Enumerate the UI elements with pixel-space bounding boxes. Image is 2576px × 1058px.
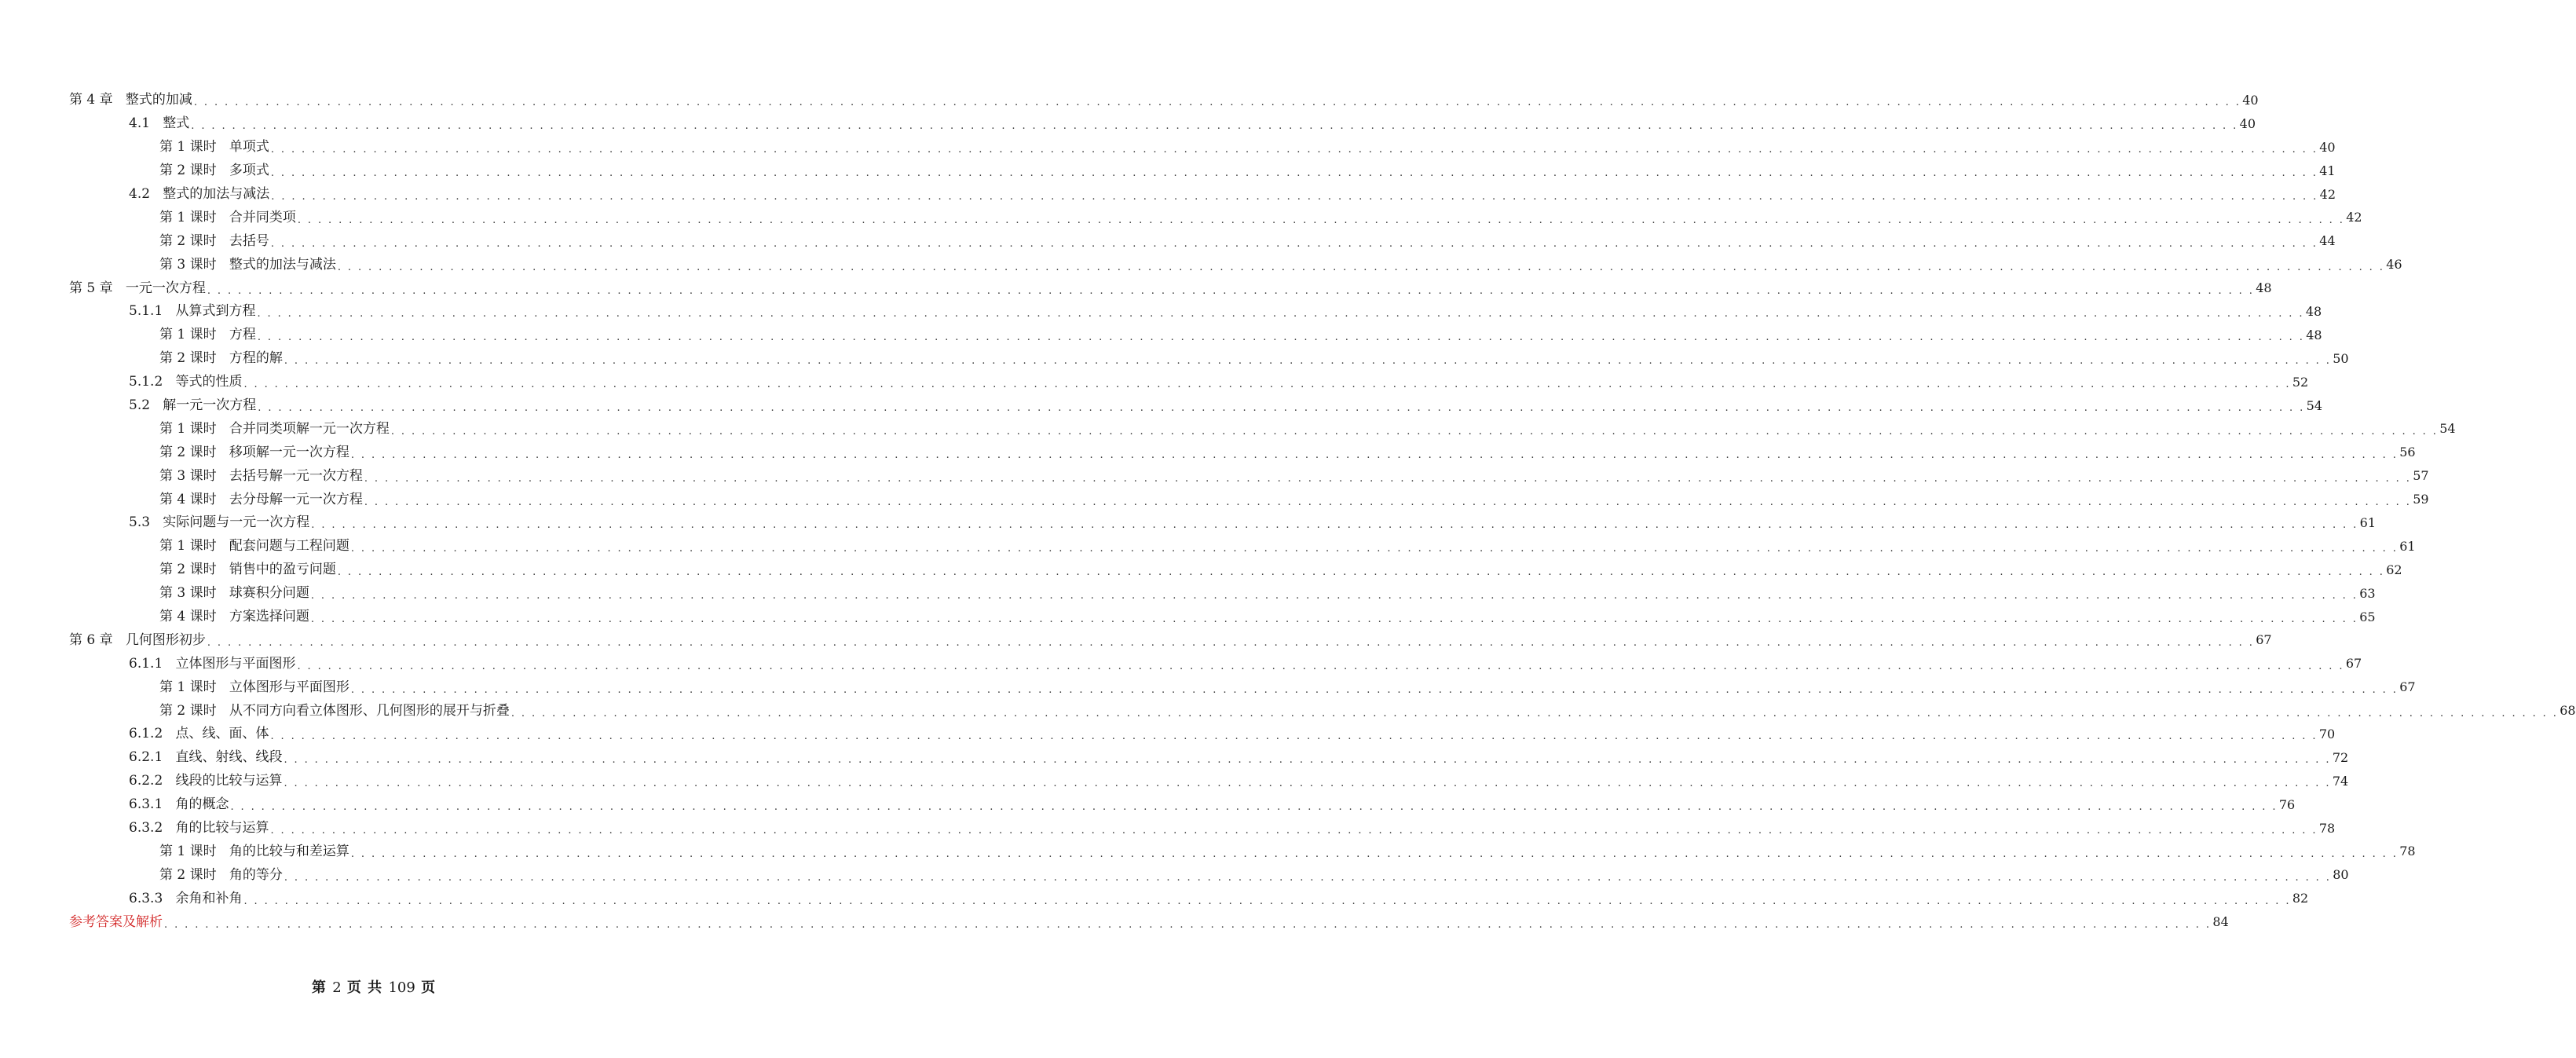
toc-entry-line (159, 582, 2376, 606)
toc-entry-title: 立体图形与平面图形 (175, 655, 296, 672)
toc-entry-line (129, 770, 2349, 793)
toc-entry-number: 第 1 课时 (159, 327, 229, 343)
dot-leader: . . . . . . . . . . . . . . . . . . . . . . . . . . . . . . . . . . . . . . . . . . . . . . . . . . . . . . . . . . . . . . . . . . . . . . . . . . . . . . . . . . . . . . . . . . . . . . . . . . . . . . . . . . . . . . . . . . . . . . . . . . . . . . . . . . . . . . . . . . . . . . . . . . . . . . . . . . . . . . . . . . . . . . . . . . . . . . . . . . . . . . . . . . . . . . . . . . . . . . . . (270, 237, 2318, 250)
dot-leader: . . . . . . . . . . . . . . . . . . . . . . . . . . . . . . . . . . . . . . . . . . . . . . . . . . . . . . . . . . . . . . . . . . . . . . . . . . . . . . . . . . . . . . . . . . . . . . . . . . . . . . . . . . . . . . . . . . . . . . . . . . . . . . . . . . . . . . . . . . . . . . . . . . . . . . . . . . . . . . . . . . . . . . . . . . . . . . . . . . . . . . . . . . . . . . . . . . . . . . . . (270, 730, 2318, 743)
toc-entry-line (159, 675, 2416, 699)
toc-entry-line (129, 746, 2349, 770)
toc-entry-page: 70 (2318, 726, 2336, 741)
toc-entry-number: 第 5 章 (69, 280, 126, 296)
toc-entry-page: 80 (2333, 867, 2349, 883)
dot-leader: . . . . . . . . . . . . . . . . . . . . . . . . . . . . . . . . . . . . . . . . . . . . . . . . . . . . . . . . . . . . . . . . . . . . . . . . . . . . . . . . . . . . . . . . . . . . . . . . . . . . . . . . . . . . . . . . . . . . . . . . . . . . . . . . . . . . . . . . . . . . . . . . . . . . . . . . . . . . . . . . . . . . . . . . . . . . . . . . . . . . . . . . . . . . . . . . . . . . . . . . (284, 871, 2332, 884)
toc-entry[interactable] (0, 300, 2322, 324)
toc-entry-line (159, 324, 2322, 347)
dot-leader: . . . . . . . . . . . . . . . . . . . . . . . . . . . . . . . . . . . . . . . . . . . . . . . . . . . . . . . . . . . . . . . . . . . . . . . . . . . . . . . . . . . . . . . . . . . . . . . . . . . . . . . . . . . . . . . . . . . . . . . . . . . . . . . . . . . . . . . . . . . . . . . . . . . . . . . . . . . . . . . . . . . . . . . . . . . . . . . . . . . . . . . . . . . . . . . . . . . . . . . . (510, 707, 2559, 719)
toc-entry-page: 67 (2345, 656, 2362, 672)
toc-entry-line (129, 371, 2309, 394)
toc-entry[interactable] (0, 347, 2349, 371)
dot-leader: . . . . . . . . . . . . . . . . . . . . . . . . . . . . . . . . . . . . . . . . . . . . . . . . . . . . . . . . . . . . . . . . . . . . . . . . . . . . . . . . . . . . . . . . . . . . . . . . . . . . . . . . . . . . . . . . . . . . . . . . . . . . . . . . . . . . . . . . . . . . . . . . . . . . . . . . . . . . . . . . . . . . . . . . . . . . . . . . . . . . . . . . . . . . . . . . . . . . . . . . (243, 379, 2291, 391)
footer-suffix: 页 (415, 979, 437, 996)
toc-entry-page: 78 (2399, 844, 2416, 859)
toc-entry-title: 立体图形与平面图形 (229, 679, 349, 695)
toc-entry[interactable] (0, 371, 2309, 394)
toc-entry-title: 解一元一次方程 (163, 397, 257, 414)
toc-entry-line (129, 511, 2377, 535)
toc-entry-page: 54 (2306, 397, 2323, 413)
toc-entry-line (69, 910, 2229, 934)
toc-entry-line (129, 394, 2323, 418)
toc-entry-line (69, 628, 2272, 652)
toc-entry-title: 从不同方向看立体图形、几何图形的展开与折叠 (229, 702, 510, 719)
toc-entry-page: 40 (2239, 115, 2256, 131)
dot-leader: . . . . . . . . . . . . . . . . . . . . . . . . . . . . . . . . . . . . . . . . . . . . . . . . . . . . . . . . . . . . . . . . . . . . . . . . . . . . . . . . . . . . . . . . . . . . . . . . . . . . . . . . . . . . . . . . . . . . . . . . . . . . . . . . . . . . . . . . . . . . . . . . . . . . . . . . . . . . . . . . . . . . . . . . . . . . . . . . . . . . . . . . . . . . . . . . . . . . . . . . (207, 636, 2255, 649)
toc-entry-number: 第 1 课时 (159, 139, 229, 156)
toc-entry-number: 第 6 章 (69, 632, 126, 648)
dot-leader: . . . . . . . . . . . . . . . . . . . . . . . . . . . . . . . . . . . . . . . . . . . . . . . . . . . . . . . . . . . . . . . . . . . . . . . . . . . . . . . . . . . . . . . . . . . . . . . . . . . . . . . . . . . . . . . . . . . . . . . . . . . . . . . . . . . . . . . . . . . . . . . . . . . . . . . . . . . . . . . . . . . . . . . . . . . . . . . . . . . . . . . . . . . . . . . . . . . . . . . . (350, 683, 2399, 696)
toc-entry-title: 去分母解一元一次方程 (229, 491, 363, 507)
toc-entry[interactable] (0, 793, 2296, 817)
toc-entry-number: 第 4 章 (69, 92, 126, 108)
toc-entry-page: 84 (2212, 914, 2229, 930)
toc-entry-title: 参考答案及解析 (69, 913, 163, 930)
toc-entry-title: 多项式 (229, 163, 269, 179)
toc-entry[interactable] (0, 394, 2323, 418)
toc-entry-title: 合并同类项解一元一次方程 (229, 420, 390, 437)
toc-entry-line (129, 723, 2336, 746)
toc-entry-number: 第 2 课时 (159, 444, 229, 460)
footer-prefix: 第 (311, 979, 333, 996)
toc-entry-number: 6.3.2 (129, 820, 176, 837)
footer-total-pages: 109 (388, 979, 415, 996)
toc-entry-number: 第 1 课时 (159, 209, 229, 225)
dot-leader: . . . . . . . . . . . . . . . . . . . . . . . . . . . . . . . . . . . . . . . . . . . . . . . . . . . . . . . . . . . . . . . . . . . . . . . . . . . . . . . . . . . . . . . . . . . . . . . . . . . . . . . . . . . . . . . . . . . . . . . . . . . . . . . . . . . . . . . . . . . . . . . . . . . . . . . . . . . . . . . . . . . . . . . . . . . . . . . . . . . . . . . . . . . . . . . . . . . . . . . . (364, 472, 2412, 485)
toc-entry-page: 59 (2413, 492, 2429, 507)
dot-leader: . . . . . . . . . . . . . . . . . . . . . . . . . . . . . . . . . . . . . . . . . . . . . . . . . . . . . . . . . . . . . . . . . . . . . . . . . . . . . . . . . . . . . . . . . . . . . . . . . . . . . . . . . . . . . . . . . . . . . . . . . . . . . . . . . . . . . . . . . . . . . . . . . . . . . . . . . . . . . . . . . . . . . . . . . . . . . . . . . . . . . . . . . . . . . . . . . . . . . . . . (284, 778, 2331, 790)
toc-entry[interactable] (0, 183, 2336, 207)
toc-entry-title: 配套问题与工程问题 (229, 538, 349, 555)
toc-entry-page: 61 (2399, 538, 2416, 554)
dot-leader: . . . . . . . . . . . . . . . . . . . . . . . . . . . . . . . . . . . . . . . . . . . . . . . . . . . . . . . . . . . . . . . . . . . . . . . . . . . . . . . . . . . . . . . . . . . . . . . . . . . . . . . . . . . . . . . . . . . . . . . . . . . . . . . . . . . . . . . . . . . . . . . . . . . . . . . . . . . . . . . . . . . . . . . . . . . . . . . . . . . . . . . . . . . . . . . . . . . . . . . . (310, 590, 2358, 602)
dot-leader: . . . . . . . . . . . . . . . . . . . . . . . . . . . . . . . . . . . . . . . . . . . . . . . . . . . . . . . . . . . . . . . . . . . . . . . . . . . . . . . . . . . . . . . . . . . . . . . . . . . . . . . . . . . . . . . . . . . . . . . . . . . . . . . . . . . . . . . . . . . . . . . . . . . . . . . . . . . . . . . . . . . . . . . . . . . . . . . . . . . . . . . . . . . . . . . . . . . . . . . . (193, 97, 2241, 109)
toc-entry-title: 单项式 (229, 139, 269, 156)
toc-entry-title: 移项解一元一次方程 (229, 444, 349, 460)
toc-entry-page: 62 (2386, 562, 2402, 577)
dot-leader: . . . . . . . . . . . . . . . . . . . . . . . . . . . . . . . . . . . . . . . . . . . . . . . . . . . . . . . . . . . . . . . . . . . . . . . . . . . . . . . . . . . . . . . . . . . . . . . . . . . . . . . . . . . . . . . . . . . . . . . . . . . . . . . . . . . . . . . . . . . . . . . . . . . . . . . . . . . . . . . . . . . . . . . . . . . . . . . . . . . . . . . . . . . . . . . . . . . . . . . . (364, 496, 2412, 508)
toc-entry-title: 合并同类项 (229, 209, 296, 225)
toc-entry[interactable] (0, 770, 2349, 793)
toc-entry-page: 41 (2319, 163, 2336, 178)
dot-leader: . . . . . . . . . . . . . . . . . . . . . . . . . . . . . . . . . . . . . . . . . . . . . . . . . . . . . . . . . . . . . . . . . . . . . . . . . . . . . . . . . . . . . . . . . . . . . . . . . . . . . . . . . . . . . . . . . . . . . . . . . . . . . . . . . . . . . . . . . . . . . . . . . . . . . . . . . . . . . . . . . . . . . . . . . . . . . . . . . . . . . . . . . . . . . . . . . . . . . . . . (310, 613, 2358, 626)
toc-entry-number: 第 3 课时 (159, 256, 229, 273)
dot-leader: . . . . . . . . . . . . . . . . . . . . . . . . . . . . . . . . . . . . . . . . . . . . . . . . . . . . . . . . . . . . . . . . . . . . . . . . . . . . . . . . . . . . . . . . . . . . . . . . . . . . . . . . . . . . . . . . . . . . . . . . . . . . . . . . . . . . . . . . . . . . . . . . . . . . . . . . . . . . . . . . . . . . . . . . . . . . . . . . . . . . . . . . . . . . . . . . . . . . . . . . (243, 895, 2291, 907)
toc-entry[interactable] (0, 89, 2259, 112)
toc-entry-number: 4.2 (129, 186, 163, 202)
toc-entry-title: 点、线、面、体 (175, 726, 269, 742)
toc-entry[interactable] (0, 887, 2309, 910)
toc-entry-number: 4.1 (129, 115, 163, 132)
dot-leader: . . . . . . . . . . . . . . . . . . . . . . . . . . . . . . . . . . . . . . . . . . . . . . . . . . . . . . . . . . . . . . . . . . . . . . . . . . . . . . . . . . . . . . . . . . . . . . . . . . . . . . . . . . . . . . . . . . . . . . . . . . . . . . . . . . . . . . . . . . . . . . . . . . . . . . . . . . . . . . . . . . . . . . . . . . . . . . . . . . . . . . . . . . . . . . . . . . . . . . . . (311, 519, 2358, 532)
toc-entry[interactable] (0, 746, 2349, 770)
toc-entry-line (159, 606, 2376, 629)
table-of-contents (0, 89, 2576, 934)
toc-entry-page: 78 (2318, 820, 2336, 836)
toc-entry[interactable] (0, 723, 2336, 746)
toc-entry-line (159, 863, 2349, 887)
toc-entry-number: 第 2 课时 (159, 866, 229, 883)
toc-entry-number: 5.1.2 (129, 374, 176, 390)
toc-entry[interactable] (0, 840, 2416, 864)
dot-leader: . . . . . . . . . . . . . . . . . . . . . . . . . . . . . . . . . . . . . . . . . . . . . . . . . . . . . . . . . . . . . . . . . . . . . . . . . . . . . . . . . . . . . . . . . . . . . . . . . . . . . . . . . . . . . . . . . . . . . . . . . . . . . . . . . . . . . . . . . . . . . . . . . . . . . . . . . . . . . . . . . . . . . . . . . . . . . . . . . . . . . . . . . . . . . . . . . . . . . . . . (390, 425, 2439, 437)
toc-entry-title: 角的比较与和差运算 (229, 843, 349, 859)
toc-entry-page: 42 (2319, 186, 2336, 202)
toc-entry-number: 6.3.3 (129, 890, 176, 906)
toc-entry-line (129, 300, 2322, 324)
toc-entry-line (159, 159, 2336, 183)
toc-entry-title: 余角和补角 (175, 890, 243, 906)
toc-entry-number: 6.1.1 (129, 655, 176, 672)
toc-entry[interactable] (0, 628, 2272, 652)
toc-entry-page: 46 (2386, 257, 2402, 273)
toc-entry-title: 等式的性质 (175, 374, 243, 390)
toc-entry-line (129, 183, 2336, 207)
toc-entry-title: 整式的加法与减法 (163, 186, 270, 202)
toc-entry[interactable] (0, 511, 2377, 535)
toc-entry-page: 48 (2306, 327, 2322, 342)
dot-leader: . . . . . . . . . . . . . . . . . . . . . . . . . . . . . . . . . . . . . . . . . . . . . . . . . . . . . . . . . . . . . . . . . . . . . . . . . . . . . . . . . . . . . . . . . . . . . . . . . . . . . . . . . . . . . . . . . . . . . . . . . . . . . . . . . . . . . . . . . . . . . . . . . . . . . . . . . . . . . . . . . . . . . . . . . . . . . . . . . . . . . . . . . . . . . . . . . . . . . . . . (257, 308, 2304, 320)
dot-leader: . . . . . . . . . . . . . . . . . . . . . . . . . . . . . . . . . . . . . . . . . . . . . . . . . . . . . . . . . . . . . . . . . . . . . . . . . . . . . . . . . . . . . . . . . . . . . . . . . . . . . . . . . . . . . . . . . . . . . . . . . . . . . . . . . . . . . . . . . . . . . . . . . . . . . . . . . . . . . . . . . . . . . . . . . . . . . . . . . . . . . . . . . . . . . . . . . . . . . . . . (350, 543, 2399, 555)
toc-entry[interactable] (0, 441, 2416, 464)
toc-entry-line (159, 229, 2336, 253)
toc-entry-page: 52 (2292, 374, 2309, 390)
toc-entry-page: 72 (2332, 749, 2349, 765)
toc-entry-number: 6.1.2 (129, 726, 176, 742)
toc-entry-line (129, 652, 2362, 675)
dot-leader: . . . . . . . . . . . . . . . . . . . . . . . . . . . . . . . . . . . . . . . . . . . . . . . . . . . . . . . . . . . . . . . . . . . . . . . . . . . . . . . . . . . . . . . . . . . . . . . . . . . . . . . . . . . . . . . . . . . . . . . . . . . . . . . . . . . . . . . . . . . . . . . . . . . . . . . . . . . . . . . . . . . . . . . . . . . . . . . . . . . . . . . . . . . . . . . . . . . . . . . . (284, 355, 2332, 368)
dot-leader: . . . . . . . . . . . . . . . . . . . . . . . . . . . . . . . . . . . . . . . . . . . . . . . . . . . . . . . . . . . . . . . . . . . . . . . . . . . . . . . . . . . . . . . . . . . . . . . . . . . . . . . . . . . . . . . . . . . . . . . . . . . . . . . . . . . . . . . . . . . . . . . . . . . . . . . . . . . . . . . . . . . . . . . . . . . . . . . . . . . . . . . . . . . . . . . . . . . . . . . . (270, 144, 2318, 156)
toc-entry[interactable] (0, 112, 2256, 136)
dot-leader: . . . . . . . . . . . . . . . . . . . . . . . . . . . . . . . . . . . . . . . . . . . . . . . . . . . . . . . . . . . . . . . . . . . . . . . . . . . . . . . . . . . . . . . . . . . . . . . . . . . . . . . . . . . . . . . . . . . . . . . . . . . . . . . . . . . . . . . . . . . . . . . . . . . . . . . . . . . . . . . . . . . . . . . . . . . . . . . . . . . . . . . . . . . . . . . . . . . . . . . . (271, 191, 2318, 203)
toc-entry-page: 57 (2413, 468, 2429, 484)
toc-entry-page: 40 (2319, 139, 2336, 155)
toc-entry-title: 方案选择问题 (229, 609, 309, 625)
toc-entry[interactable] (0, 136, 2336, 159)
toc-entry-page: 63 (2359, 585, 2376, 601)
toc-entry-number: 第 1 课时 (159, 420, 229, 437)
toc-entry[interactable] (0, 535, 2416, 558)
toc-entry-number: 第 2 课时 (159, 163, 229, 179)
toc-entry-title: 销售中的盈亏问题 (229, 562, 336, 578)
toc-entry-title: 线段的比较与运算 (175, 773, 283, 789)
toc-entry[interactable] (0, 324, 2322, 347)
toc-entry[interactable] (0, 817, 2336, 840)
toc-entry-page: 48 (2256, 280, 2272, 296)
toc-entry[interactable] (0, 488, 2429, 511)
toc-entry[interactable] (0, 652, 2362, 675)
toc-entry-title: 去括号解一元一次方程 (229, 467, 363, 484)
toc-entry-title: 一元一次方程 (125, 280, 206, 296)
toc-entry-title: 方程 (229, 327, 256, 343)
toc-entry-page: 54 (2439, 421, 2456, 437)
toc-entry-line (129, 817, 2336, 840)
toc-entry-page: 67 (2399, 679, 2416, 695)
toc-entry-title: 直线、射线、线段 (175, 749, 283, 766)
toc-entry-page: 50 (2333, 350, 2349, 366)
toc-entry-title: 角的等分 (229, 866, 283, 883)
toc-entry-line (129, 887, 2309, 910)
toc-entry-page: 68 (2560, 703, 2576, 719)
toc-entry-answers[interactable] (0, 910, 2229, 934)
toc-entry-page: 40 (2242, 92, 2259, 108)
toc-entry-line (159, 206, 2362, 229)
page-footer (0, 976, 748, 997)
toc-entry[interactable] (0, 417, 2456, 441)
toc-entry-number: 第 4 课时 (159, 491, 229, 507)
toc-entry-line (159, 699, 2576, 723)
toc-entry-line (159, 464, 2429, 488)
toc-entry[interactable] (0, 675, 2416, 699)
dot-leader: . . . . . . . . . . . . . . . . . . . . . . . . . . . . . . . . . . . . . . . . . . . . . . . . . . . . . . . . . . . . . . . . . . . . . . . . . . . . . . . . . . . . . . . . . . . . . . . . . . . . . . . . . . . . . . . . . . . . . . . . . . . . . . . . . . . . . . . . . . . . . . . . . . . . . . . . . . . . . . . . . . . . . . . . . . . . . . . . . . . . . . . . . . . . . . . . . . . . . . . . (297, 660, 2344, 672)
toc-entry-number: 6.3.1 (129, 796, 176, 813)
toc-entry-title: 实际问题与一元一次方程 (163, 514, 310, 531)
toc-entry[interactable] (0, 276, 2272, 300)
dot-leader: . . . . . . . . . . . . . . . . . . . . . . . . . . . . . . . . . . . . . . . . . . . . . . . . . . . . . . . . . . . . . . . . . . . . . . . . . . . . . . . . . . . . . . . . . . . . . . . . . . . . . . . . . . . . . . . . . . . . . . . . . . . . . . . . . . . . . . . . . . . . . . . . . . . . . . . . . . . . . . . . . . . . . . . . . . . . . . . . . . . . . . . . . . . . . . . . . . . . . . . . (230, 801, 2278, 814)
dot-leader: . . . . . . . . . . . . . . . . . . . . . . . . . . . . . . . . . . . . . . . . . . . . . . . . . . . . . . . . . . . . . . . . . . . . . . . . . . . . . . . . . . . . . . . . . . . . . . . . . . . . . . . . . . . . . . . . . . . . . . . . . . . . . . . . . . . . . . . . . . . . . . . . . . . . . . . . . . . . . . . . . . . . . . . . . . . . . . . . . . . . . . . . . . . . . . . . . . . . . . . . (258, 402, 2305, 415)
toc-entry-title: 从算式到方程 (175, 303, 256, 320)
toc-entry-title: 球赛积分问题 (229, 585, 309, 602)
dot-leader: . . . . . . . . . . . . . . . . . . . . . . . . . . . . . . . . . . . . . . . . . . . . . . . . . . . . . . . . . . . . . . . . . . . . . . . . . . . . . . . . . . . . . . . . . . . . . . . . . . . . . . . . . . . . . . . . . . . . . . . . . . . . . . . . . . . . . . . . . . . . . . . . . . . . . . . . . . . . . . . . . . . . . . . . . . . . . . . . . . . . . . . . . . . . . . . . . . . . . . . . (337, 261, 2385, 273)
toc-entry-line (69, 276, 2272, 300)
toc-entry-number: 6.2.1 (129, 749, 176, 766)
toc-entry[interactable] (0, 558, 2402, 582)
dot-leader: . . . . . . . . . . . . . . . . . . . . . . . . . . . . . . . . . . . . . . . . . . . . . . . . . . . . . . . . . . . . . . . . . . . . . . . . . . . . . . . . . . . . . . . . . . . . . . . . . . . . . . . . . . . . . . . . . . . . . . . . . . . . . . . . . . . . . . . . . . . . . . . . . . . . . . . . . . . . . . . . . . . . . . . . . . . . . . . . . . . . . . . . . . . . . . . . . . . . . . . . (297, 214, 2345, 226)
toc-entry-title: 整式的加法与减法 (229, 256, 336, 273)
toc-entry-page: 82 (2292, 891, 2309, 906)
toc-entry-number: 第 4 课时 (159, 609, 229, 625)
toc-entry-line (69, 89, 2259, 112)
toc-entry[interactable] (0, 159, 2336, 183)
toc-entry[interactable] (0, 253, 2402, 276)
toc-entry-title: 方程的解 (229, 350, 283, 367)
dot-leader: . . . . . . . . . . . . . . . . . . . . . . . . . . . . . . . . . . . . . . . . . . . . . . . . . . . . . . . . . . . . . . . . . . . . . . . . . . . . . . . . . . . . . . . . . . . . . . . . . . . . . . . . . . . . . . . . . . . . . . . . . . . . . . . . . . . . . . . . . . . . . . . . . . . . . . . . . . . . . . . . . . . . . . . . . . . . . . . . . . . . . . . . . . . . . . . . . . . . . . . . (337, 566, 2385, 579)
toc-entry-title: 角的比较与运算 (175, 820, 269, 837)
toc-entry-number: 6.2.2 (129, 773, 176, 789)
toc-entry-line (159, 347, 2349, 371)
toc-entry-line (159, 441, 2416, 464)
dot-leader: . . . . . . . . . . . . . . . . . . . . . . . . . . . . . . . . . . . . . . . . . . . . . . . . . . . . . . . . . . . . . . . . . . . . . . . . . . . . . . . . . . . . . . . . . . . . . . . . . . . . . . . . . . . . . . . . . . . . . . . . . . . . . . . . . . . . . . . . . . . . . . . . . . . . . . . . . . . . . . . . . . . . . . . . . . . . . . . . . . . . . . . . . . . . . . . . . . . . . . . . (270, 825, 2318, 837)
toc-entry[interactable] (0, 863, 2349, 887)
toc-entry-line (159, 253, 2402, 276)
dot-leader: . . . . . . . . . . . . . . . . . . . . . . . . . . . . . . . . . . . . . . . . . . . . . . . . . . . . . . . . . . . . . . . . . . . . . . . . . . . . . . . . . . . . . . . . . . . . . . . . . . . . . . . . . . . . . . . . . . . . . . . . . . . . . . . . . . . . . . . . . . . . . . . . . . . . . . . . . . . . . . . . . . . . . . . . . . . . . . . . . . . . . . . . . . . . . . . . . . . . . . . . (270, 167, 2318, 180)
toc-entry-title: 去括号 (229, 232, 269, 249)
toc-entry-page: 61 (2359, 514, 2377, 530)
dot-leader: . . . . . . . . . . . . . . . . . . . . . . . . . . . . . . . . . . . . . . . . . . . . . . . . . . . . . . . . . . . . . . . . . . . . . . . . . . . . . . . . . . . . . . . . . . . . . . . . . . . . . . . . . . . . . . . . . . . . . . . . . . . . . . . . . . . . . . . . . . . . . . . . . . . . . . . . . . . . . . . . . . . . . . . . . . . . . . . . . . . . . . . . . . . . . . . . . . . . . . . . (207, 284, 2255, 297)
toc-entry-line (159, 136, 2336, 159)
dot-leader: . . . . . . . . . . . . . . . . . . . . . . . . . . . . . . . . . . . . . . . . . . . . . . . . . . . . . . . . . . . . . . . . . . . . . . . . . . . . . . . . . . . . . . . . . . . . . . . . . . . . . . . . . . . . . . . . . . . . . . . . . . . . . . . . . . . . . . . . . . . . . . . . . . . . . . . . . . . . . . . . . . . . . . . . . . . . . . . . . . . . . . . . . . . . . . . . . . . . . . . . (350, 847, 2399, 860)
toc-entry-number: 5.1.1 (129, 303, 176, 320)
dot-leader: . . . . . . . . . . . . . . . . . . . . . . . . . . . . . . . . . . . . . . . . . . . . . . . . . . . . . . . . . . . . . . . . . . . . . . . . . . . . . . . . . . . . . . . . . . . . . . . . . . . . . . . . . . . . . . . . . . . . . . . . . . . . . . . . . . . . . . . . . . . . . . . . . . . . . . . . . . . . . . . . . . . . . . . . . . . . . . . . . . . . . . . . . . . . . . . . . . . . . . . . (191, 120, 2238, 133)
toc-entry-page: 56 (2399, 445, 2416, 460)
footer-middle: 页 共 (341, 979, 389, 996)
toc-entry-number: 第 1 课时 (159, 843, 229, 859)
dot-leader: . . . . . . . . . . . . . . . . . . . . . . . . . . . . . . . . . . . . . . . . . . . . . . . . . . . . . . . . . . . . . . . . . . . . . . . . . . . . . . . . . . . . . . . . . . . . . . . . . . . . . . . . . . . . . . . . . . . . . . . . . . . . . . . . . . . . . . . . . . . . . . . . . . . . . . . . . . . . . . . . . . . . . . . . . . . . . . . . . . . . . . . . . . . . . . . . . . . . . . . . (284, 754, 2331, 767)
toc-entry-number: 第 2 课时 (159, 350, 229, 367)
toc-entry-number: 5.3 (129, 514, 163, 531)
dot-leader: . . . . . . . . . . . . . . . . . . . . . . . . . . . . . . . . . . . . . . . . . . . . . . . . . . . . . . . . . . . . . . . . . . . . . . . . . . . . . . . . . . . . . . . . . . . . . . . . . . . . . . . . . . . . . . . . . . . . . . . . . . . . . . . . . . . . . . . . . . . . . . . . . . . . . . . . . . . . . . . . . . . . . . . . . . . . . . . . . . . . . . . . . . . . . . . . . . . . . . . . (164, 918, 2212, 931)
toc-entry-line (159, 558, 2402, 582)
toc-entry-number: 第 2 课时 (159, 232, 229, 249)
toc-entry-number: 5.2 (129, 397, 163, 414)
toc-entry-line (159, 488, 2429, 511)
toc-entry[interactable] (0, 699, 2576, 723)
toc-entry-page: 65 (2359, 609, 2376, 624)
toc-entry-page: 48 (2305, 303, 2322, 319)
dot-leader: . . . . . . . . . . . . . . . . . . . . . . . . . . . . . . . . . . . . . . . . . . . . . . . . . . . . . . . . . . . . . . . . . . . . . . . . . . . . . . . . . . . . . . . . . . . . . . . . . . . . . . . . . . . . . . . . . . . . . . . . . . . . . . . . . . . . . . . . . . . . . . . . . . . . . . . . . . . . . . . . . . . . . . . . . . . . . . . . . . . . . . . . . . . . . . . . . . . . . . . . (257, 331, 2305, 344)
toc-entry-line (129, 793, 2296, 817)
toc-entry[interactable] (0, 464, 2429, 488)
toc-entry-line (159, 535, 2416, 558)
toc-entry-number: 第 2 课时 (159, 562, 229, 578)
toc-entry-title: 整式的加减 (125, 92, 192, 108)
toc-entry-page: 44 (2319, 233, 2336, 249)
toc-entry-line (159, 417, 2456, 441)
toc-entry-title: 几何图形初步 (125, 632, 206, 648)
toc-entry-page: 74 (2332, 773, 2349, 789)
toc-entry-page: 76 (2278, 796, 2296, 812)
toc-entry-line (159, 840, 2416, 864)
toc-entry[interactable] (0, 206, 2362, 229)
toc-entry-title: 整式 (163, 115, 190, 132)
toc-entry-page: 67 (2256, 632, 2272, 648)
toc-entry[interactable] (0, 606, 2376, 629)
toc-entry-number: 第 1 课时 (159, 538, 229, 555)
toc-entry-number: 第 3 课时 (159, 467, 229, 484)
toc-entry-line (129, 112, 2256, 136)
dot-leader: . . . . . . . . . . . . . . . . . . . . . . . . . . . . . . . . . . . . . . . . . . . . . . . . . . . . . . . . . . . . . . . . . . . . . . . . . . . . . . . . . . . . . . . . . . . . . . . . . . . . . . . . . . . . . . . . . . . . . . . . . . . . . . . . . . . . . . . . . . . . . . . . . . . . . . . . . . . . . . . . . . . . . . . . . . . . . . . . . . . . . . . . . . . . . . . . . . . . . . . . (350, 448, 2399, 461)
toc-entry[interactable] (0, 229, 2336, 253)
toc-entry[interactable] (0, 582, 2376, 606)
toc-entry-title: 角的概念 (175, 796, 229, 813)
toc-entry-number: 第 3 课时 (159, 585, 229, 602)
toc-entry-number: 第 2 课时 (159, 702, 229, 719)
toc-entry-page: 42 (2346, 210, 2362, 225)
toc-entry-number: 第 1 课时 (159, 679, 229, 695)
footer-current-page: 2 (332, 979, 342, 996)
